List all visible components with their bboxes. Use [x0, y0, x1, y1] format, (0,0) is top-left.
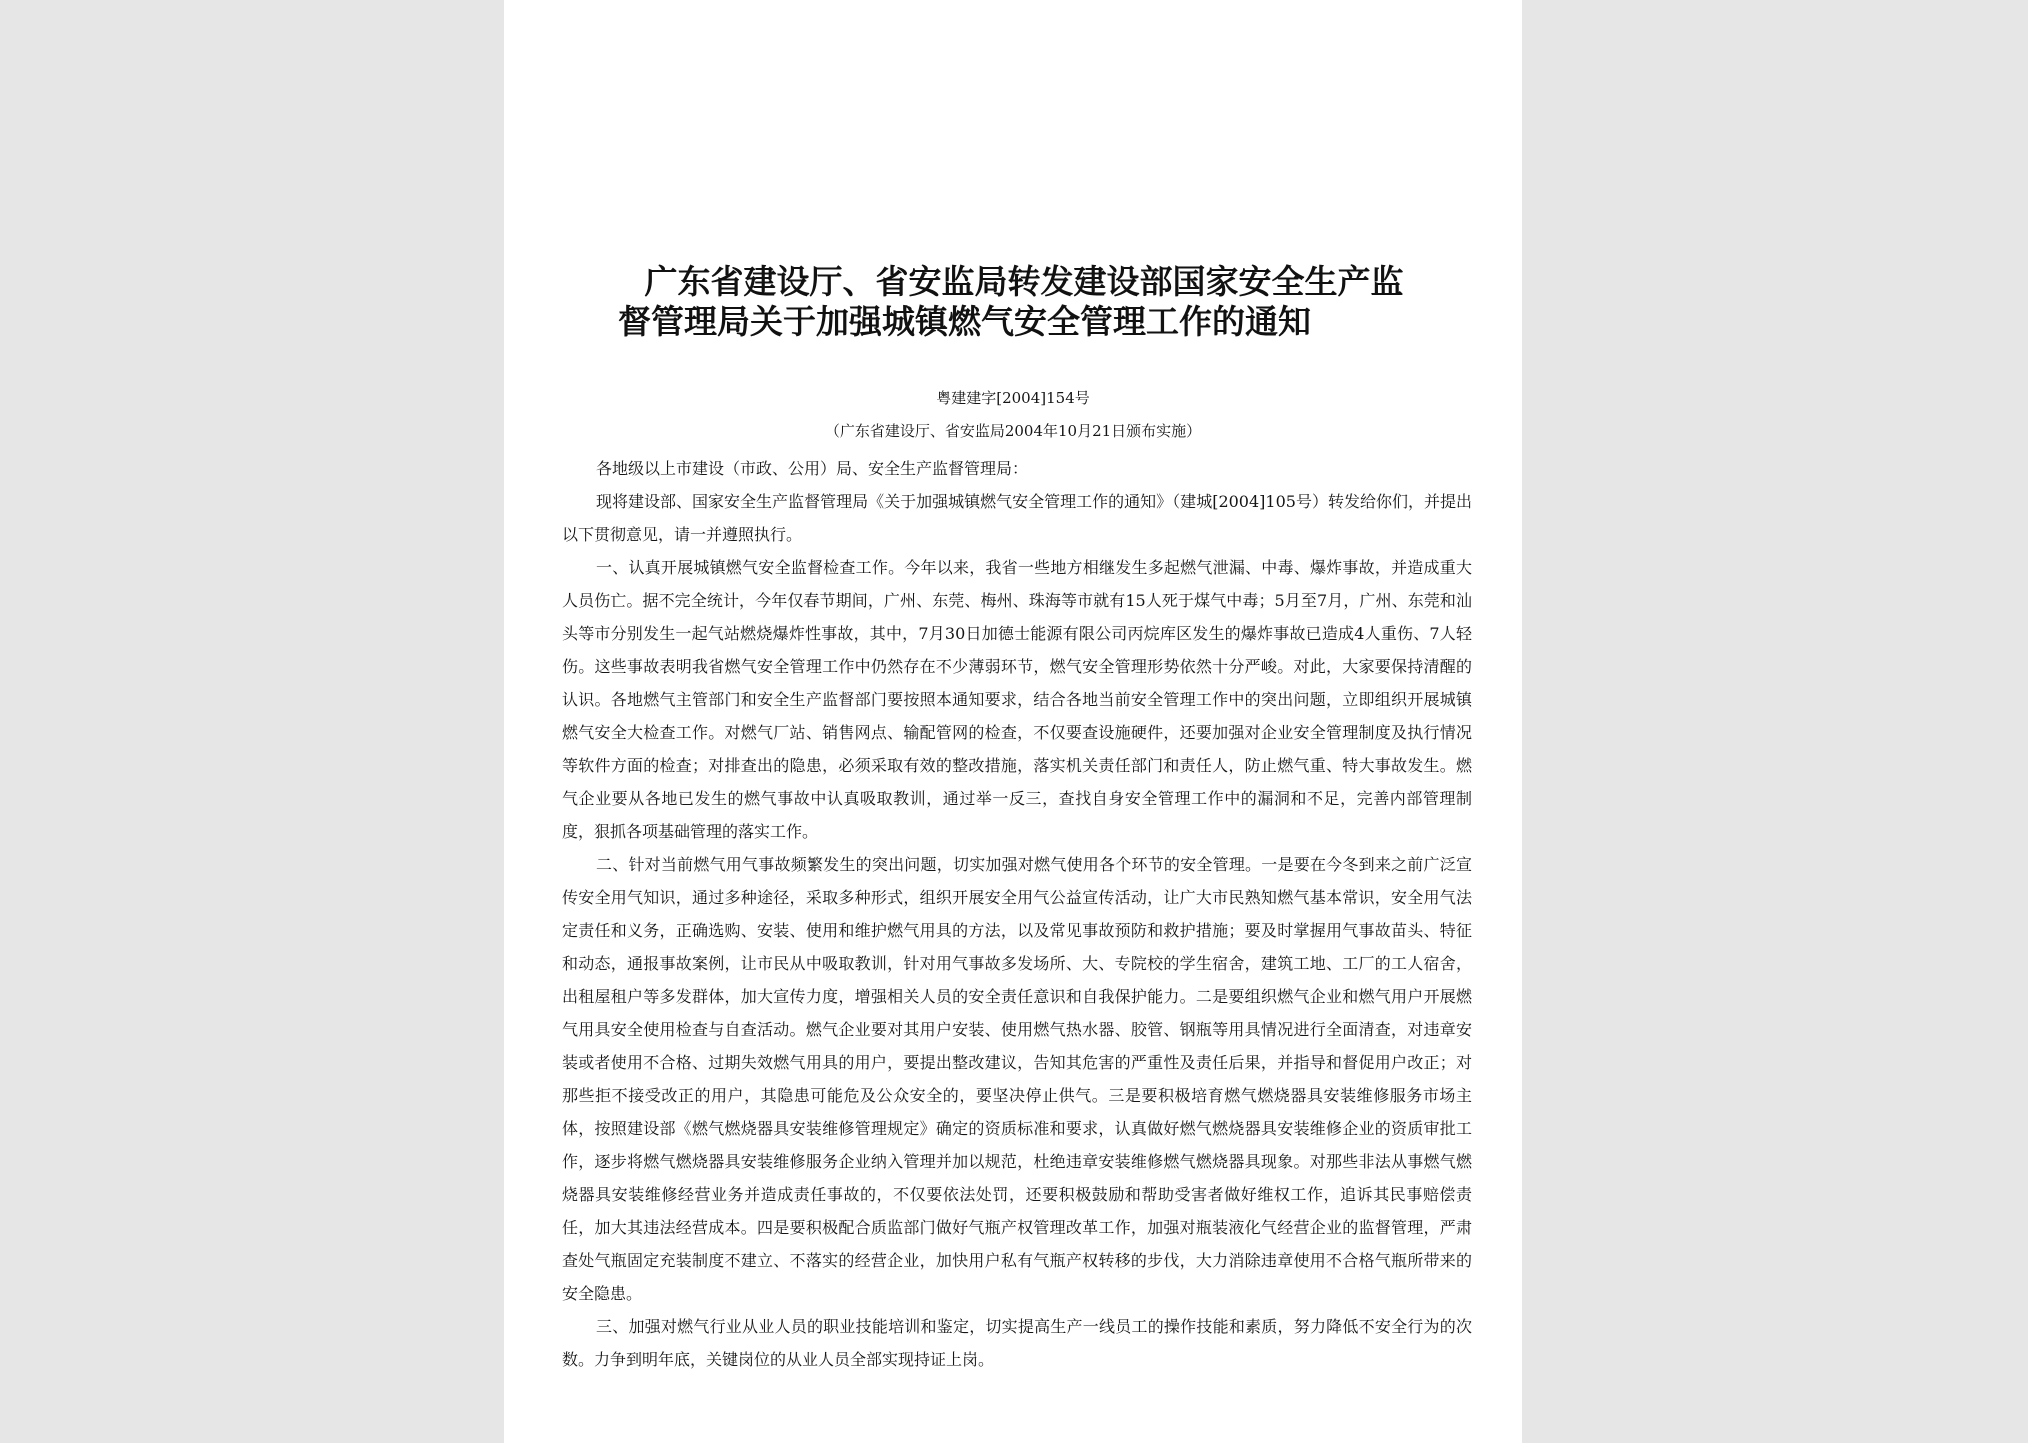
addressee-line: 各地级以上市建设（市政、公用）局、安全生产监督管理局：	[596, 459, 1029, 478]
title-line-2: 督管理局关于加强城镇燃气安全管理工作的通知	[618, 302, 1311, 341]
paragraph-intro: 现将建设部、国家安全生产监督管理局《关于加强城镇燃气安全管理工作的通知》（建城[2004]105号）转发给你们，并提出以下贯彻意见，请一并遵照执行。	[562, 492, 1472, 544]
document-body	[562, 452, 1472, 1376]
paragraph-section-2: 二、针对当前燃气用气事故频繁发生的突出问题，切实加强对燃气使用各个环节的安全管理。一是要在今冬到来之前广泛宣传安全用气知识，通过多种途径，采取多种形式，组织开展安全用气公益宣传活动，让广大市民熟知燃气基本常识，安全用气法定责任和义务，正确选购、安装、使用和维护燃气用具的方法，以及常见事故预防和救护措施；要及时掌握用气事故苗头、特征和动态，通报事故案例，让市民从中吸取教训，针对用气事故多发场所、大、专院校的学生宿舍，建筑工地、工厂的工人宿舍，出租屋租户等多发群体，加大宣传力度，增强相关人员的安全责任意识和自我保护能力。二是要组织燃气企业和燃气用户开展燃气用具安全使用检查与自查活动。燃气企业要对其用户安装、使用燃气热水器、胶管、钢瓶等用具情况进行全面清查，对违章安装或者使用不合格、过期失效燃气用具的用户，要提出整改建议，告知其危害的严重性及责任后果，并指导和督促用户改正；对那些拒不接受改正的用户，其隐患可能危及公众安全的，要坚决停止供气。三是要积极培育燃气燃烧器具安装维修服务市场主体，按照建设部《燃气燃烧器具安装维修管理规定》确定的资质标准和要求，认真做好燃气燃烧器具安装维修企业的资质审批工作，逐步将燃气燃烧器具安装维修服务企业纳入管理并加以规范，杜绝违章安装维修燃气燃烧器具现象。对那些非法从事燃气燃烧器具安装维修经营业务并造成责任事故的，不仅要依法处罚，还要积极鼓励和帮助受害者做好维权工作，追诉其民事赔偿责任，加大其违法经营成本。四是要积极配合质监部门做好气瓶产权管理改革工作，加强对瓶装液化气经营企业的监督管理，严肃查处气瓶固定充装制度不建立、不落实的经营企业，加快用户私有气瓶产权转移的步伐，大力消除违章使用不合格气瓶所带来的安全隐患。	[562, 855, 1472, 1303]
document-number: 粤建建字[2004]154号	[936, 389, 1090, 407]
paragraph-section-3: 三、加强对燃气行业从业人员的职业技能培训和鉴定，切实提高生产一线员工的操作技能和素质，努力降低不安全行为的次数。力争到明年底，关键岗位的从业人员全部实现持证上岗。	[562, 1317, 1472, 1369]
document-page	[504, 0, 1522, 1443]
title-line-1: 广东省建设厅、省安监局转发建设部国家安全生产监	[644, 262, 1404, 301]
document-title	[594, 262, 1454, 342]
issuance-note: （广东省建设厅、省安监局2004年10月21日颁布实施）	[824, 422, 1202, 440]
paragraph-section-1: 一、认真开展城镇燃气安全监督检查工作。今年以来，我省一些地方相继发生多起燃气泄漏、中毒、爆炸事故，并造成重大人员伤亡。据不完全统计，今年仅春节期间，广州、东莞、梅州、珠海等市就有15人死于煤气中毒；5月至7月，广州、东莞和汕头等市分别发生一起气站燃烧爆炸性事故，其中，7月30日加德士能源有限公司丙烷库区发生的爆炸事故已造成4人重伤、7人轻伤。这些事故表明我省燃气安全管理工作中仍然存在不少薄弱环节，燃气安全管理形势依然十分严峻。对此，大家要保持清醒的认识。各地燃气主管部门和安全生产监督部门要按照本通知要求，结合各地当前安全管理工作中的突出问题，立即组织开展城镇燃气安全大检查工作。对燃气厂站、销售网点、输配管网的检查，不仅要查设施硬件，还要加强对企业安全管理制度及执行情况等软件方面的检查；对排查出的隐患，必须采取有效的整改措施，落实机关责任部门和责任人，防止燃气重、特大事故发生。燃气企业要从各地已发生的燃气事故中认真吸取教训，通过举一反三，查找自身安全管理工作中的漏洞和不足，完善内部管理制度，狠抓各项基础管理的落实工作。	[562, 558, 1472, 841]
